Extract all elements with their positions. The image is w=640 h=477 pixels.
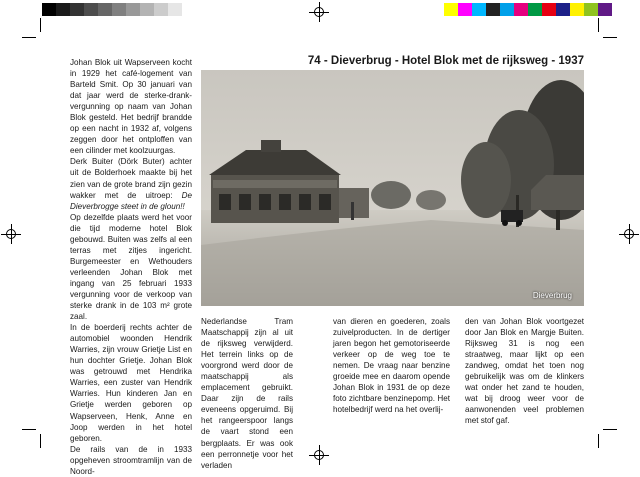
photo-caption: Dieverbrug [532,291,572,300]
paragraph: Nederlandse Tram Maatschappij zijn al uit de rijksweg verwijderd. Het terrein links op de voorgrond werd door de maatschappij als emplacement gebruikt. Daar zijn de rails eveneens opgeruimd. Bij het rangeerspoor langs de vaart stond een bergplaats. Er was ook een perronnetje voor het verladen [201,317,293,470]
text-column-4 [465,316,584,426]
calibration-swatch [570,3,584,16]
crop-mark [603,37,617,38]
calibration-swatch [556,3,570,16]
calibration-swatch [528,3,542,16]
calibration-swatch [112,3,126,16]
calibration-swatch [168,3,182,16]
registration-mark-left [4,227,18,241]
calibration-swatch [70,3,84,16]
paragraph: Derk Buiter (Dörk Buter) achter uit de Bolderhoek maakte bij het zien van de grote brand zijn gezin wakker met de uitroep: De Dieverbrogge steet in de gloun!! [70,157,193,211]
paragraph: van dieren en goederen, zoals zuivelproducten. In de dertiger jaren begon het gemotoriseerde verkeer op de weg toe te nemen. De vraag naar benzine groeide mee en daarom opende Johan Blok in 1931 de op deze foto zichtbare benzinepomp. Het hotelbedrijf werd na het overlij- [333,317,450,415]
paragraph: den van Johan Blok voortgezet door Jan Blok en Margje Buiten. Rijksweg 31 is nog een straatweg, maar lijkt op een zandweg, omdat het toen nog gebruikelijk was om de klinkers wat onder het zand te houden, wat bij droog weer voor de aanwonenden veel problemen met stof gaf. [465,317,584,426]
text-column-3 [333,316,450,415]
calibration-swatch [42,3,56,16]
paragraph: Op dezelfde plaats werd het voor die tijd moderne hotel Blok gebouwd. Buiten was zelfs al een terras met zitjes ingericht. Burgemeester en Wethouders verleenden Johan Blok met ingang van 25 februari 1933 vergunning voor de verkoop van sterke drank in de 103 m² grote zaal. [70,212,192,322]
registration-mark-right [622,227,636,241]
calibration-swatch [598,3,612,16]
paragraph: Johan Blok uit Wapserveen kocht in 1929 het café-logement van Barteld Smit. Op 30 januari van dat jaar werd de sterke-drank-vergunning op naam van Johan Blok gesteld. Het bedrijf brandde op een nacht in 1932 af, volgens zeggen door het ontploffen van een cilinder met koolzuurgas. [70,58,192,156]
text-column-2 [201,316,293,471]
color-calibration-bar [444,3,612,16]
calibration-swatch [500,3,514,16]
paragraph: In de boerderij rechts achter de automobiel woonden Hendrik Warries, zijn vrouw Grietje List en hun dochter Grietje. Johan Blok was getrouwd met Hendrika Warries, een zuster van Hendrik Warries. Hun kinderen Jan en Grietje werden geboren op Wapserveen, Henk, Anne en Joop werden in het hotel geboren. [70,323,192,443]
registration-mark-bottom [312,448,326,462]
registration-mark-top [312,5,326,19]
calibration-swatch [444,3,458,16]
historic-photo-hotel-blok [201,70,584,306]
crop-mark [22,37,36,38]
photo-illustration [201,70,584,306]
crop-mark [40,18,41,32]
calibration-swatch [542,3,556,16]
calibration-swatch [514,3,528,16]
calibration-swatch [98,3,112,16]
quote: De Dieverbrogge steet in de gloun!! [70,190,193,211]
paragraph: De rails van de in 1933 opgeheven stroomtramlijn van de Noord- [70,444,192,476]
crop-mark [40,434,41,448]
calibration-swatch [584,3,598,16]
gray-calibration-bar [42,3,182,16]
crop-mark [22,429,36,430]
calibration-swatch [56,3,70,16]
calibration-swatch [140,3,154,16]
text-column-1 [70,57,192,477]
calibration-swatch [486,3,500,16]
calibration-swatch [472,3,486,16]
article-title: 74 - Dieverbrug - Hotel Blok met de rijksweg - 1937 [307,55,584,67]
crop-mark [598,434,599,448]
calibration-swatch [154,3,168,16]
crop-mark [598,18,599,32]
crop-mark [603,429,617,430]
calibration-swatch [126,3,140,16]
calibration-swatch [84,3,98,16]
calibration-swatch [458,3,472,16]
